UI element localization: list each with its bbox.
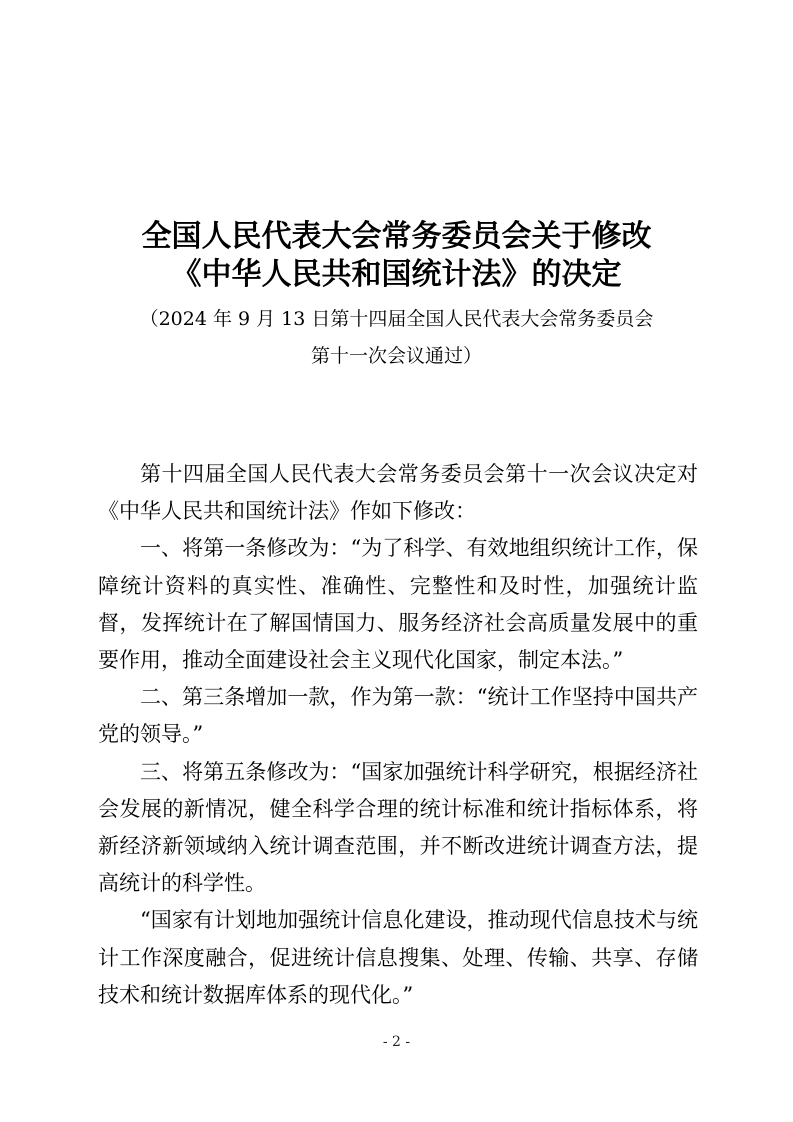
document-body [98,456,698,1014]
body-paragraph-amendment-3-continued: “国家有计划地加强统计信息化建设，推动现代信息技术与统计工作深度融合，促进统计信息搜集、处理、传输、共享、存储技术和统计数据库体系的现代化。” [98,908,698,1007]
document-subtitle-line-1: （2024 年 9 月 13 日第十四届全国人民代表大会常务委员会 [139,308,654,330]
body-paragraph-preamble: 第十四届全国人民代表大会常务委员会第十一次会议决定对《中华人民共和国统计法》作如下修改： [98,462,698,524]
body-paragraph-amendment-3: 三、将第五条修改为：“国家加强统计科学研究，根据经济社会发展的新情况，健全科学合理的统计标准和统计指标体系，将新经济新领域纳入统计调查范围，并不断改进统计调查方法，提高统计的科学性。 [98,759,698,896]
body-paragraph-amendment-1: 一、将第一条修改为：“为了科学、有效地组织统计工作，保障统计资料的真实性、准确性、完整性和及时性，加强统计监督，发挥统计在了解国情国力、服务经济社会高质量发展中的重要作用，推动全面建设社会主义现代化国家，制定本法。” [98,536,698,673]
body-paragraph-amendment-2: 二、第三条增加一款，作为第一款：“统计工作坚持中国共产党的领导。” [98,685,698,747]
document-subtitle-line-2: 第十一次会议通过） [310,345,482,367]
document-title-line-2: 《中华人民共和国统计法》的决定 [171,257,622,292]
page-number: - 2 - [382,1034,411,1050]
document-title-line-1: 全国人民代表大会常务委员会关于修改 [141,219,652,254]
